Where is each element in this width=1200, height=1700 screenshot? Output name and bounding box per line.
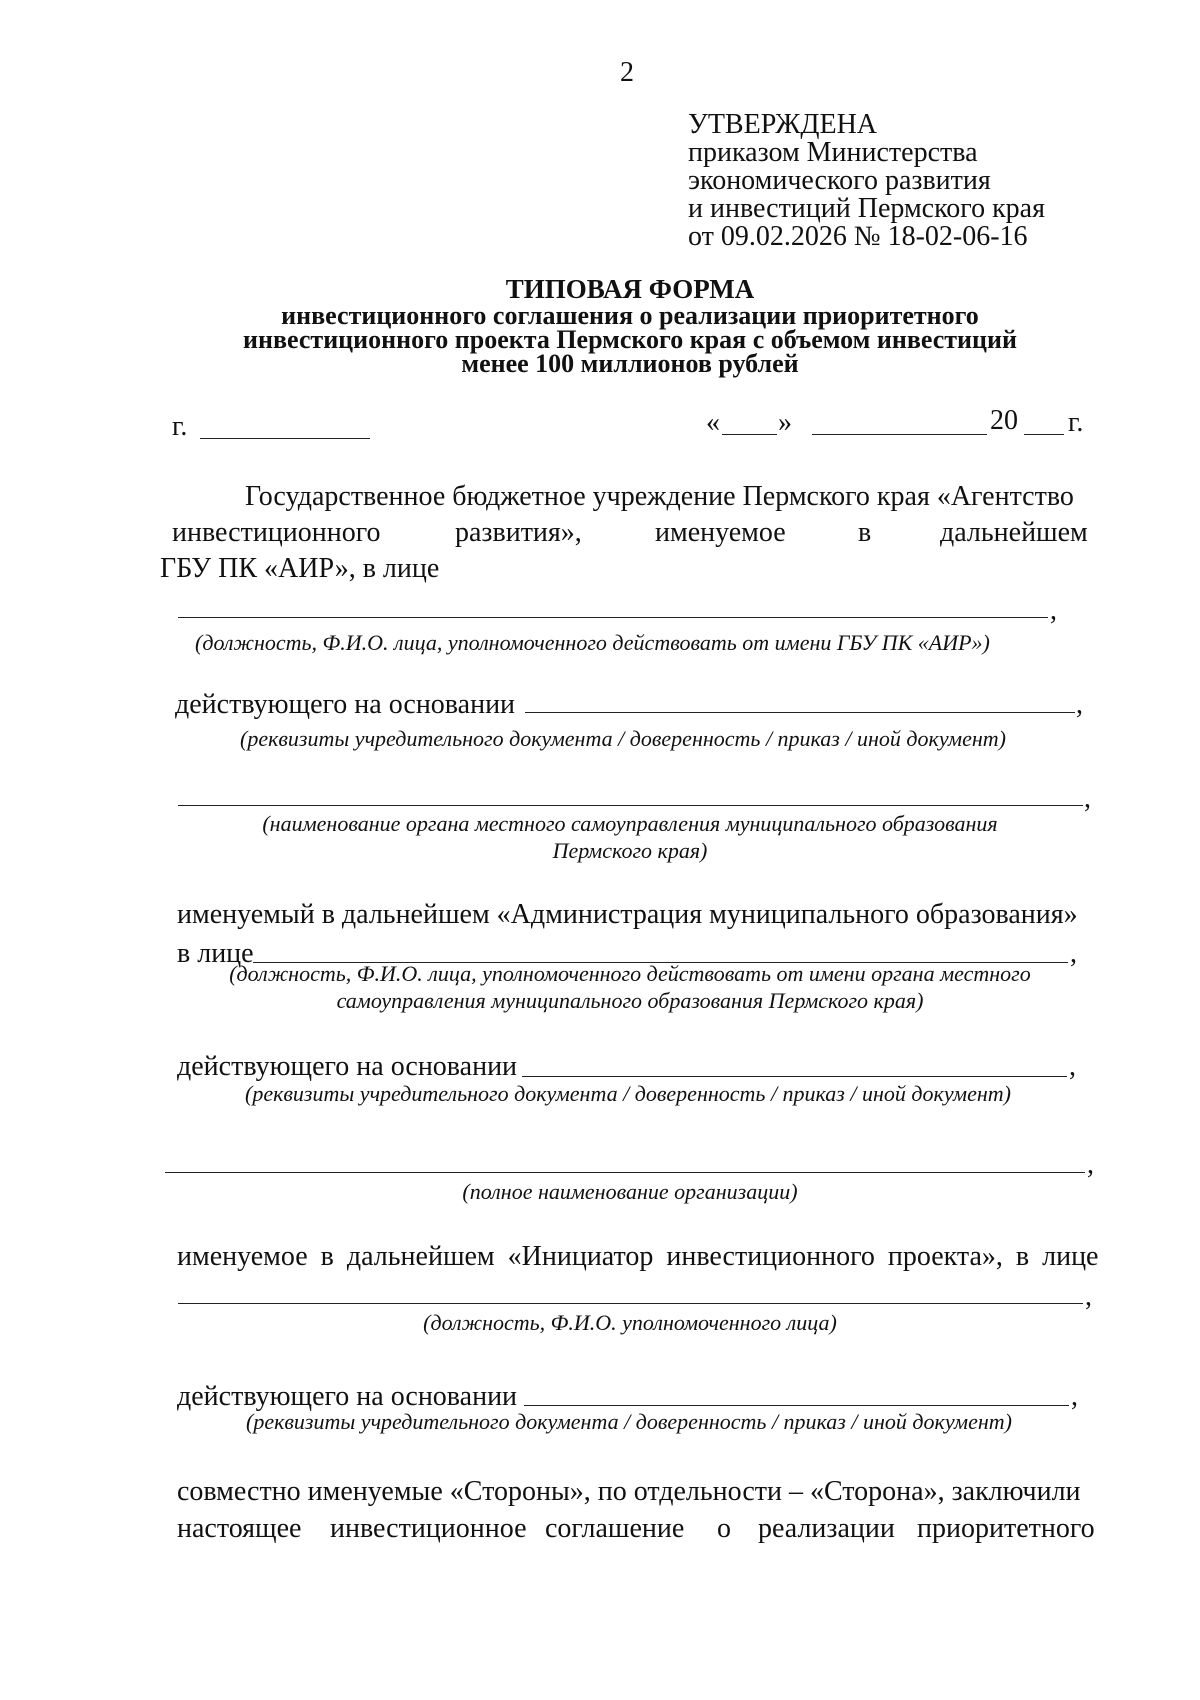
party1-line1: Государственное бюджетное учреждение Пермского края «Агентство <box>245 481 1074 512</box>
party2-person-hint-line: самоуправления муниципального образования Пермского края) <box>336 988 924 1013</box>
month-blank[interactable] <box>812 434 987 435</box>
party1-basis-blank[interactable] <box>525 712 1075 713</box>
party1-line3: ГБУ ПК «АИР», в лице <box>160 553 440 584</box>
quote-open: « <box>706 407 720 438</box>
party2-person-hint <box>150 960 1110 1014</box>
party3-basis-label: действующего на основании <box>177 1381 518 1412</box>
party2-name-hint <box>150 810 1110 864</box>
party3-name-hint: (полное наименование организации) <box>462 1179 798 1204</box>
party3-basis-hint: (реквизиты учредительного документа / доверенность / приказ / иной документ) <box>246 1409 1012 1434</box>
party1-word: дальнейшем <box>940 517 1088 548</box>
party1-word: именуемое <box>655 517 786 548</box>
party2-in-person: в лице <box>177 938 254 969</box>
party2-name-hint-line: Пермского края) <box>552 838 708 863</box>
party1-basis-hint: (реквизиты учредительного документа / доверенность / приказ / иной документ) <box>240 726 1006 751</box>
comma: , <box>1071 1381 1078 1412</box>
quote-close: » <box>778 407 792 438</box>
closing-word: приоритетного <box>917 1513 1095 1544</box>
year-prefix: 20 <box>990 405 1018 436</box>
party2-name-hint-line: (наименование органа местного самоуправления муниципального образования <box>262 811 998 836</box>
comma: , <box>1050 595 1057 626</box>
comma: , <box>1069 1051 1076 1082</box>
heading-line: инвестиционного проекта Пермского края с объемом инвестиций <box>243 325 1017 354</box>
party3-name-blank[interactable] <box>165 1172 1085 1173</box>
approval-date-number: от 09.02.2026 № 18-02-06-16 <box>688 221 1028 252</box>
comma: , <box>1087 1149 1094 1180</box>
party2-basis-blank[interactable] <box>522 1076 1067 1077</box>
party1-person-blank[interactable] <box>178 617 1048 618</box>
party3-named-as: именуемое в дальнейшем «Инициатор инвестиционного проекта», в лице <box>177 1241 1099 1272</box>
party1-word: в <box>858 517 872 548</box>
document-heading <box>150 275 1110 376</box>
heading-line: менее 100 миллионов рублей <box>461 349 799 378</box>
party3-person-blank[interactable] <box>178 1303 1083 1304</box>
comma: , <box>1084 783 1091 814</box>
party2-basis-label: действующего на основании <box>177 1051 518 1082</box>
closing-word: о <box>717 1513 731 1544</box>
approval-line: приказом Министерства <box>688 137 978 168</box>
party3-person-hint: (должность, Ф.И.О. уполномоченного лица) <box>423 1310 837 1335</box>
approval-title: УТВЕРЖДЕНА <box>688 109 878 140</box>
day-blank[interactable] <box>722 434 777 435</box>
approval-block <box>688 108 1045 253</box>
party3-basis-blank[interactable] <box>524 1405 1069 1406</box>
comma: , <box>1076 689 1083 720</box>
closing-word: настоящее <box>177 1513 302 1544</box>
heading-title: ТИПОВАЯ ФОРМА <box>505 274 755 304</box>
closing-line1: совместно именуемые «Стороны», по отдельности – «Сторона», заключили <box>177 1476 1081 1507</box>
party2-person-hint-line: (должность, Ф.И.О. лица, уполномоченного действовать от имени органа местного <box>229 961 1031 986</box>
closing-word: инвестиционное <box>330 1513 527 1544</box>
city-prefix: г. <box>172 411 188 442</box>
city-blank[interactable] <box>200 438 370 439</box>
closing-word: соглашение <box>545 1513 685 1544</box>
closing-word: реализации <box>758 1513 895 1544</box>
party1-word: инвестиционного <box>172 517 381 548</box>
year-suffix: г. <box>1068 407 1084 438</box>
approval-line: экономического развития <box>688 165 991 196</box>
party1-word: развития», <box>455 517 582 548</box>
party2-name-blank[interactable] <box>178 805 1083 806</box>
comma: , <box>1085 1281 1092 1312</box>
page-number: 2 <box>620 57 634 88</box>
party2-named-as: именуемый в дальнейшем «Администрация муниципального образования» <box>177 899 1078 930</box>
approval-line: и инвестиций Пермского края <box>688 193 1045 224</box>
year-blank[interactable] <box>1024 434 1064 435</box>
party1-basis-label: действующего на основании <box>175 689 516 720</box>
heading-line: инвестиционного соглашения о реализации приоритетного <box>281 301 979 330</box>
comma: , <box>1070 938 1077 969</box>
party2-basis-hint: (реквизиты учредительного документа / доверенность / приказ / иной документ) <box>245 1081 1011 1106</box>
party1-person-hint: (должность, Ф.И.О. лица, уполномоченного действовать от имени ГБУ ПК «АИР») <box>195 630 990 655</box>
